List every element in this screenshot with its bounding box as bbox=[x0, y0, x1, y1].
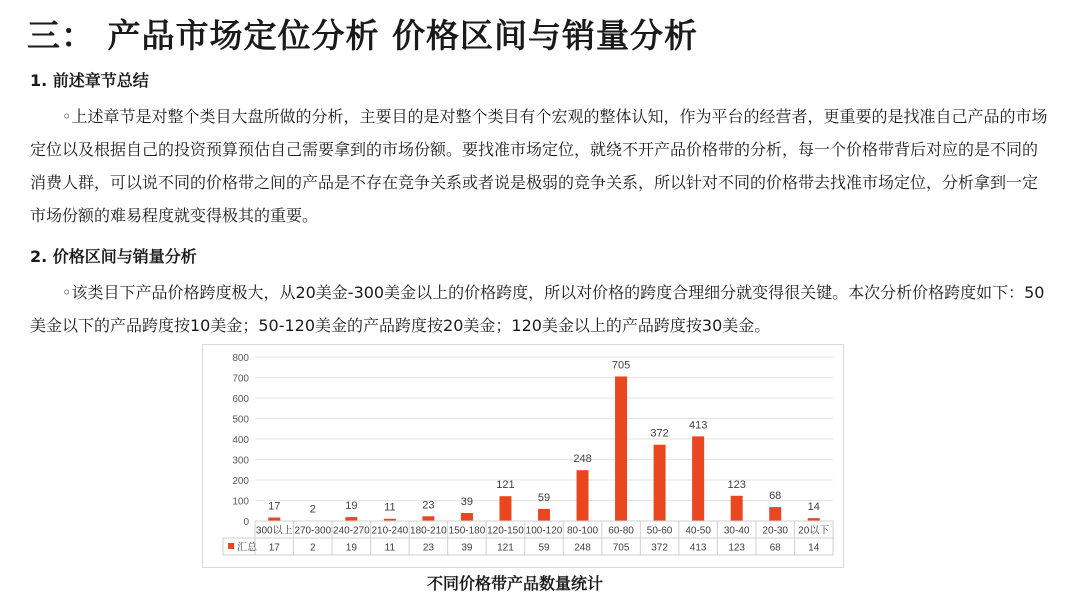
table-value: 2 bbox=[310, 542, 316, 554]
table-value: 17 bbox=[268, 542, 280, 554]
bar-chart bbox=[202, 344, 844, 568]
data-label: 19 bbox=[345, 500, 358, 513]
bar bbox=[345, 517, 357, 521]
y-tick-label: 400 bbox=[232, 435, 249, 446]
bar bbox=[615, 376, 627, 521]
x-category-label: 40-50 bbox=[685, 525, 711, 537]
data-label: 2 bbox=[309, 503, 316, 516]
x-category-label: 210-240 bbox=[371, 525, 409, 537]
data-label: 39 bbox=[460, 496, 474, 509]
table-value: 123 bbox=[728, 542, 746, 554]
x-category-label: 240-270 bbox=[332, 525, 370, 537]
table-value: 413 bbox=[689, 542, 707, 554]
x-category-label: 270-300 bbox=[294, 525, 332, 537]
data-label: 59 bbox=[537, 491, 551, 504]
data-label: 14 bbox=[807, 501, 820, 514]
paragraph-price-analysis: ◦该类目下产品价格跨度极大，从20美金-300美金以上的价格跨度，所以对价格的跨度合理细分就变得很关键。本次分析价格跨度如下：50美金以下的产品跨度按10美金；50-120美金的产品跨度按20美金；120美金以上的产品跨度按30美金。 bbox=[30, 283, 1045, 335]
y-tick-label: 600 bbox=[232, 394, 249, 405]
y-tick-label: 0 bbox=[243, 517, 249, 528]
x-category-label: 60-80 bbox=[608, 525, 634, 537]
table-value: 14 bbox=[808, 542, 820, 554]
data-label: 248 bbox=[573, 453, 592, 466]
bar bbox=[268, 518, 280, 521]
table-value: 11 bbox=[384, 542, 396, 554]
data-label: 23 bbox=[422, 499, 435, 512]
data-label: 11 bbox=[384, 501, 396, 514]
y-tick-label: 800 bbox=[232, 353, 249, 364]
x-category-label: 30-40 bbox=[723, 525, 750, 537]
x-category-label: 50-60 bbox=[646, 525, 673, 537]
section-heading-price-analysis: 2. 价格区间与销量分析 bbox=[30, 247, 197, 266]
data-label: 705 bbox=[611, 359, 631, 372]
bar bbox=[654, 445, 666, 521]
table-value: 19 bbox=[345, 542, 357, 554]
y-tick-label: 300 bbox=[232, 455, 249, 467]
x-category-label: 180-210 bbox=[410, 525, 447, 537]
x-category-label: 80-100 bbox=[566, 525, 599, 537]
data-label: 68 bbox=[769, 490, 782, 503]
table-value: 68 bbox=[769, 542, 781, 554]
table-value: 372 bbox=[651, 542, 668, 554]
data-label: 123 bbox=[727, 478, 746, 491]
x-category-label: 300以上 bbox=[255, 525, 293, 537]
legend-label: 汇总 bbox=[237, 542, 257, 554]
page-title: 三： 产品市场定位分析 价格区间与销量分析 bbox=[27, 16, 698, 55]
x-category-label: 20-30 bbox=[762, 525, 788, 537]
bar bbox=[538, 509, 550, 521]
section-heading-summary: 1. 前述章节总结 bbox=[30, 71, 149, 90]
paragraph-summary: ◦上述章节是对整个类目大盘所做的分析，主要目的是对整个类目有个宏观的整体认知，作为平台的经营者，更重要的是找准自己产品的市场定位以及根据自己的投资预算预估自己需要拿到的市场份额。要找准市场定位，就绕不开产品价格带的分析，每一个价格带背后对应的是不同的消费人群，可以说不同的价格带之间的产品是不存在竞争关系或者说是极弱的竞争关系，所以针对不同的价格带去找准市场定位，分析拿到一定市场份额的难易程度就变得极其的重要。 bbox=[30, 107, 1048, 225]
legend-swatch bbox=[228, 543, 234, 549]
bar bbox=[769, 507, 781, 521]
table-value: 705 bbox=[612, 542, 630, 554]
x-category-label: 120-150 bbox=[487, 525, 524, 537]
data-label: 121 bbox=[496, 479, 515, 492]
bar bbox=[461, 513, 473, 521]
table-value: 23 bbox=[422, 542, 434, 554]
bar bbox=[422, 516, 434, 521]
bar bbox=[692, 436, 704, 521]
chart-canvas bbox=[203, 345, 843, 567]
bar bbox=[577, 470, 589, 521]
data-label: 372 bbox=[650, 427, 669, 440]
table-value: 59 bbox=[538, 542, 550, 554]
data-label: 413 bbox=[688, 419, 708, 432]
x-category-label: 150-180 bbox=[448, 525, 486, 537]
y-tick-label: 500 bbox=[232, 414, 249, 426]
data-label: 17 bbox=[268, 500, 281, 513]
y-tick-label: 100 bbox=[232, 496, 249, 508]
table-value: 121 bbox=[497, 542, 514, 554]
bar bbox=[731, 496, 743, 521]
y-tick-label: 200 bbox=[232, 476, 249, 487]
table-value: 39 bbox=[461, 542, 473, 554]
bar bbox=[499, 496, 511, 521]
table-value: 248 bbox=[574, 542, 591, 554]
y-tick-label: 700 bbox=[232, 373, 249, 385]
chart-title: 不同价格带产品数量统计 bbox=[426, 574, 603, 593]
x-category-label: 20以下 bbox=[798, 525, 830, 537]
x-category-label: 100-120 bbox=[525, 525, 563, 537]
